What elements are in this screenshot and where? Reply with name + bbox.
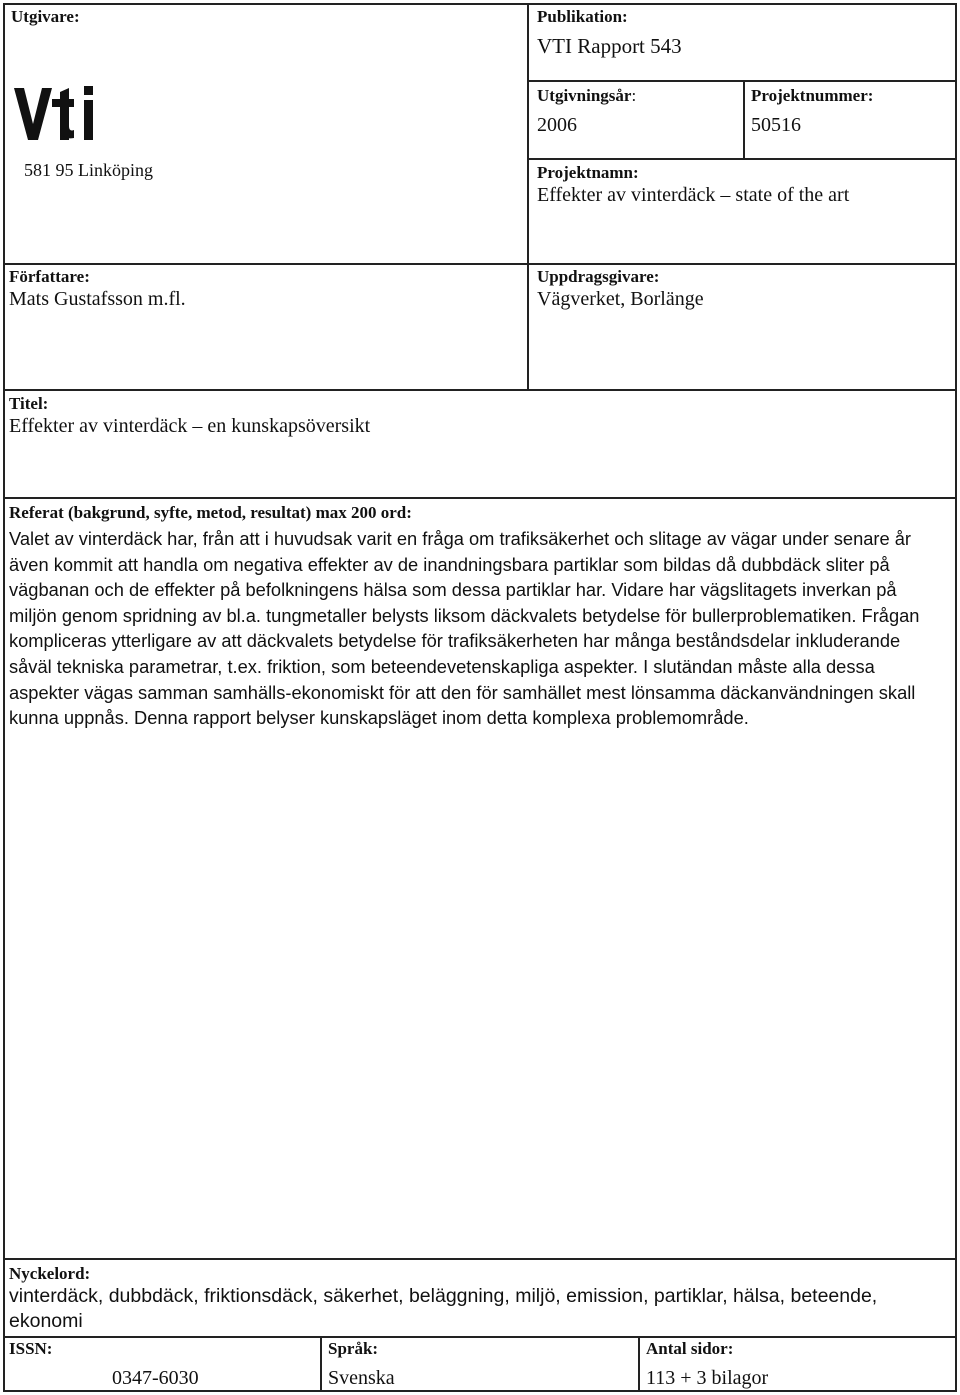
divider — [743, 80, 745, 159]
abstract-label: Referat (bakgrund, syfte, metod, resultat) max 200 ord: — [9, 503, 412, 522]
divider — [3, 497, 957, 499]
publication-value: VTI Rapport 543 — [537, 34, 682, 58]
divider — [527, 3, 529, 390]
vti-logo — [14, 86, 100, 142]
issn-value: 0347-6030 — [112, 1367, 199, 1389]
title-value: Effekter av vinterdäck – en kunskapsöversikt — [9, 415, 371, 437]
keywords-label: Nyckelord: — [9, 1264, 91, 1283]
divider — [3, 1258, 957, 1260]
year-label: Utgivningsår: — [537, 86, 637, 105]
divider — [3, 263, 957, 265]
publication-label: Publikation: — [537, 7, 628, 26]
project-number-value: 50516 — [751, 114, 801, 136]
publisher-label: Utgivare: — [11, 7, 80, 26]
abstract-text: Valet av vinterdäck har, från att i huvudsak varit en fråga om trafiksäkerhet och slitage av vägar under senare år även kommit att handla om negativa effekter av de inandningsbara partiklar som bildas då dubbdäck sliter på vägbanan och de effekter på befolkningens hälsa som dessa partiklar har. Vidare har vägslitagets inverkan på miljön genom spridning av bl.a. tungmetaller belysts liksom däckvalets betydelse för bullerproblematiken. Frågan kompliceras ytterligare av att däckvalets betydelse för trafiksäkerheten har många beståndsdelar inkluderande såväl tekniska parametrar, t.ex. friktion, som beteendevetenskapliga aspekter. I slutändan måste alla dessa aspekter vägas samman samhälls-ekonomiskt för att den för samhället mest lönsamma däckanvändningen skall kunna uppnås. Denna rapport belyser kunskapsläget inom detta komplexa problemområde. — [9, 528, 920, 729]
language-label: Språk: — [328, 1339, 379, 1358]
title-label: Titel: — [9, 394, 49, 413]
divider — [638, 1336, 640, 1392]
issn-label: ISSN: — [9, 1339, 53, 1358]
project-name-label: Projektnamn: — [537, 163, 639, 182]
client-label: Uppdragsgivare: — [537, 267, 660, 286]
client-value: Vägverket, Borlänge — [537, 288, 704, 310]
year-value: 2006 — [537, 114, 577, 136]
pages-label: Antal sidor: — [646, 1339, 734, 1358]
divider — [320, 1336, 322, 1392]
keywords-value: vinterdäck, dubbdäck, friktionsdäck, säkerhet, beläggning, miljö, emission, partiklar, hälsa, beteende, ekonomi — [9, 1285, 878, 1332]
divider — [3, 1336, 957, 1338]
author-value: Mats Gustafsson m.fl. — [9, 288, 186, 310]
project-name-value: Effekter av vinterdäck – state of the art — [537, 184, 850, 206]
project-number-label: Projektnummer: — [751, 86, 874, 105]
publisher-address: 581 95 Linköping — [24, 160, 153, 180]
divider — [3, 389, 957, 391]
pages-value: 113 + 3 bilagor — [646, 1367, 769, 1389]
author-label: Författare: — [9, 267, 90, 286]
language-value: Svenska — [328, 1367, 395, 1389]
